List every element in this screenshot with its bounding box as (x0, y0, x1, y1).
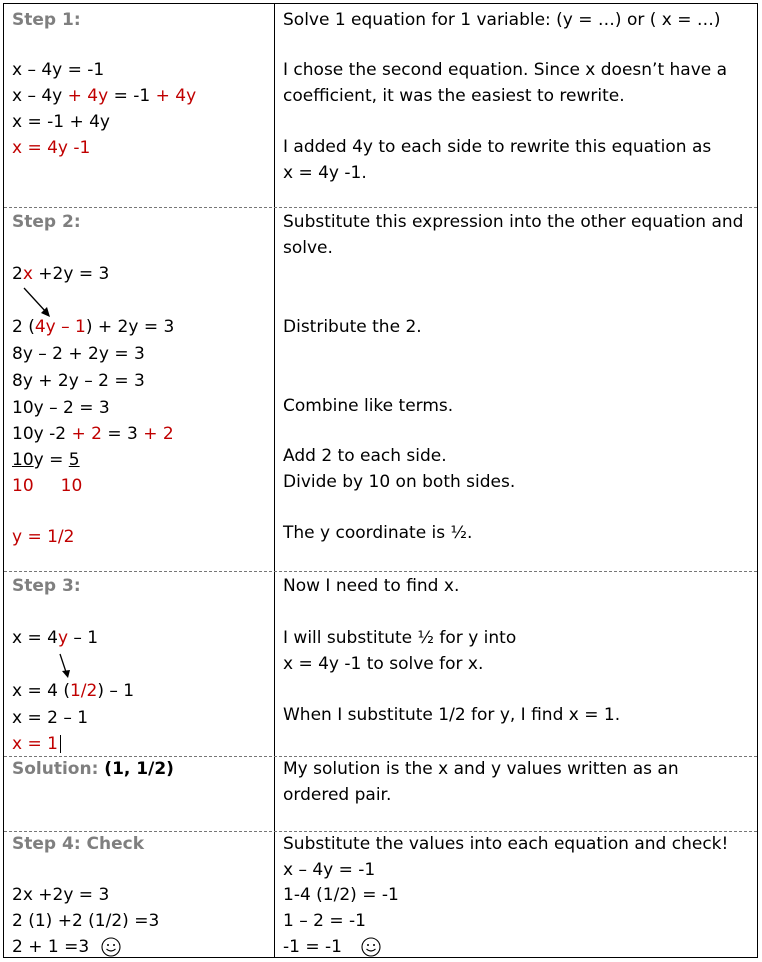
solution-left-cell (4, 757, 274, 831)
step3-explanation-line: I will substitute ½ for y into (283, 628, 517, 648)
step2-explanation-line: Distribute the 2. (283, 317, 422, 337)
step3-left-cell (4, 572, 274, 756)
solution-value: (1, 1/2) (98, 759, 174, 779)
step2-eq2-part: ) + 2y = 3 (85, 317, 175, 337)
steps-table (3, 3, 758, 958)
step3-explanation-line: x = 4y -1 to solve for x. (283, 654, 484, 674)
step2-heading: Step 2: (12, 212, 81, 232)
step3-eq1-variable: y (57, 628, 68, 648)
step2-explanation-line: The y coordinate is ½. (283, 523, 473, 543)
text-cursor (60, 735, 61, 753)
step1-instruction: Solve 1 equation for 1 variable: (y = …) or ( x = …) (283, 10, 721, 30)
step4-instruction: Substitute the values into each equation and check! (283, 834, 729, 854)
step1-eq1: x – 4y = -1 (12, 60, 105, 80)
step1-result: x = 4y -1 (12, 138, 91, 158)
step4-left-cell (4, 832, 274, 958)
step2-explanation-line: solve. (283, 238, 333, 258)
solution-explanation-line: ordered pair. (283, 785, 392, 805)
step1-explanation-line: coefficient, it was the easiest to rewrite. (283, 86, 625, 106)
step2-eq7-part: 10 (12, 450, 34, 470)
step4-check-line: x – 4y = -1 (283, 860, 376, 880)
step2-eq6-part: 10y -2 (12, 424, 67, 444)
step2-eq4: 8y + 2y – 2 = 3 (12, 371, 145, 391)
step2-eq1 (12, 262, 109, 286)
step2-eq7-part: y = (33, 450, 69, 470)
step4-check-line: 1-4 (1/2) = -1 (283, 885, 399, 905)
step3-explanation-line: Now I need to find x. (283, 576, 460, 596)
step1-heading: Step 1: (12, 10, 81, 30)
step4-check-line (283, 935, 381, 959)
step2-eq6-added: + 2 (143, 424, 174, 444)
step2-divisors: 10 10 (12, 476, 83, 496)
step2-eq2-substituted: 4y – 1 (34, 317, 86, 337)
step3-result (12, 732, 61, 756)
step2-right-cell (274, 208, 759, 571)
step1-explanation-line: x = 4y -1. (283, 163, 367, 183)
step2-eq7-part: 5 (68, 450, 80, 470)
step2-eq1-variable: x (22, 264, 33, 284)
solution-line (12, 757, 174, 781)
step1-eq2-added: + 4y (155, 86, 197, 106)
step2-explanation-line: Substitute this expression into the other equation and (283, 212, 744, 232)
step1-left-cell (4, 4, 274, 207)
step1-eq2-part: = -1 (113, 86, 151, 106)
step4-check-eq2: 2 (1) +2 (1/2) =3 (12, 911, 160, 931)
step3-result-text: x = 1 (12, 734, 58, 754)
step4-right-cell (274, 832, 759, 958)
solution-right-cell (274, 757, 759, 831)
step2-eq2 (12, 315, 174, 339)
step1-eq2-added: + 4y (67, 86, 109, 106)
smiley-icon (101, 937, 121, 957)
solution-heading: Solution: (12, 759, 99, 779)
step2-explanation-line: Divide by 10 on both sides. (283, 472, 516, 492)
step3-heading: Step 3: (12, 576, 81, 596)
step4-check-line-text: -1 = -1 (283, 937, 342, 957)
step1-explanation-line: I added 4y to each side to rewrite this equation as (283, 137, 712, 157)
step4-check-eq3 (12, 935, 121, 959)
step3-eq2 (12, 679, 134, 703)
step4-check-line: 1 – 2 = -1 (283, 911, 366, 931)
step1-right-cell (274, 4, 759, 207)
step3-right-cell (274, 572, 759, 756)
step2-eq6-added: + 2 (71, 424, 102, 444)
step3-eq1-part: – 1 (68, 628, 99, 648)
solution-explanation-line: My solution is the x and y values written as an (283, 759, 679, 779)
step1-explanation-line: I chose the second equation. Since x doesn’t have a (283, 60, 728, 80)
step2-eq6-part: = 3 (107, 424, 138, 444)
step2-eq3: 8y – 2 + 2y = 3 (12, 344, 145, 364)
step2-eq7 (12, 448, 80, 472)
down-arrow-icon (56, 652, 76, 680)
step2-eq6 (12, 422, 174, 446)
step1-eq3: x = -1 + 4y (12, 112, 110, 132)
step3-eq2-substituted: 1/2 (69, 681, 98, 701)
step4-check-eq1: 2x +2y = 3 (12, 885, 110, 905)
step3-eq3: x = 2 – 1 (12, 708, 89, 728)
step3-eq1 (12, 626, 98, 650)
step2-result: y = 1/2 (12, 527, 75, 547)
step2-left-cell (4, 208, 274, 571)
step3-explanation-line: When I substitute 1/2 for y, I find x = 1. (283, 705, 621, 725)
step4-heading: Step 4: Check (12, 834, 145, 854)
smiley-icon (361, 937, 381, 957)
step2-explanation-line: Combine like terms. (283, 396, 454, 416)
step2-eq1-part: 2 (12, 264, 23, 284)
step3-eq1-part: x = 4 (12, 628, 58, 648)
step2-eq1-part: +2y = 3 (32, 264, 110, 284)
step3-eq2-part: x = 4 ( (12, 681, 70, 701)
step1-eq2-part: x – 4y (12, 86, 63, 106)
step3-eq2-part: ) – 1 (97, 681, 135, 701)
step1-eq2 (12, 84, 196, 108)
step4-check-eq3-text: 2 + 1 =3 (12, 937, 90, 957)
step2-eq2-part: 2 ( (12, 317, 35, 337)
step2-explanation-line: Add 2 to each side. (283, 446, 447, 466)
step2-eq5: 10y – 2 = 3 (12, 398, 110, 418)
